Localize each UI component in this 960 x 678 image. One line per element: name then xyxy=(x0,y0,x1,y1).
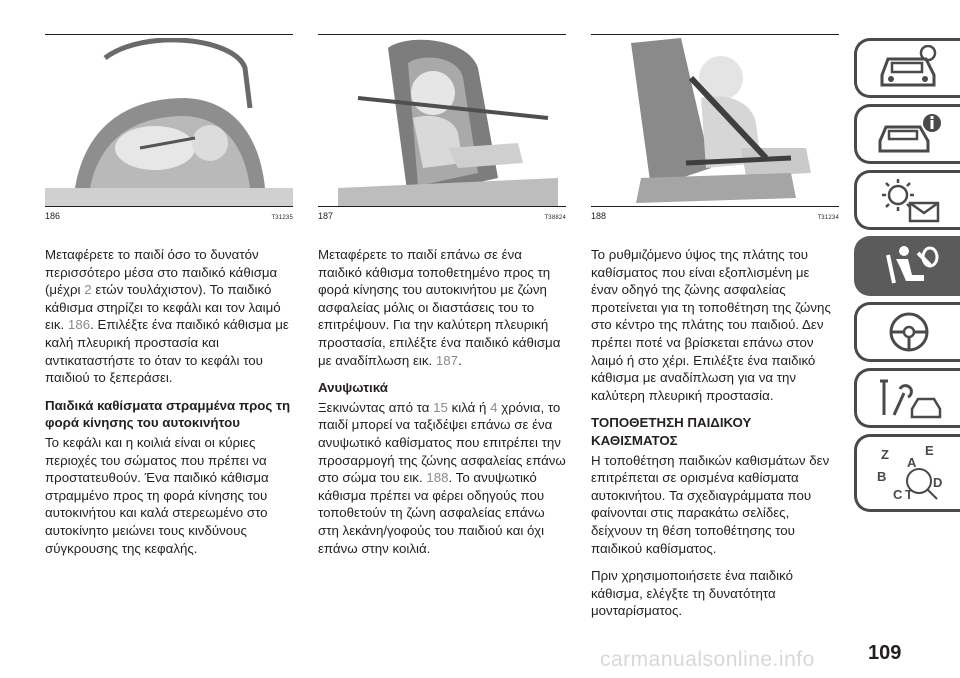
figure-reference: T31234 xyxy=(817,215,839,221)
text-run: Η τοποθέτηση παιδικών καθισμάτων δεν επιτρέπεται σε ορισμένα καθίσματα αυτοκινήτου. Τα σχεδιαγράμματα που φαίνονται στις παρακάτω σελίδες, δείχνουν τη θέση τοποθέτησης του παιδικού καθίσματος. xyxy=(591,452,830,556)
section-heading: ΤΟΠΟΘΕΤΗΣΗ ΠΑΙΔΙΚΟΥ ΚΑΘΙΣΜΑΤΟΣ xyxy=(591,415,752,448)
figure-caption xyxy=(45,210,293,224)
steering-wheel-icon xyxy=(874,309,944,355)
highlighted-reference: 187 xyxy=(435,352,459,368)
tab-maintenance[interactable] xyxy=(854,368,960,428)
caption-rule xyxy=(591,206,839,207)
text-run: . Επιλέξτε ένα παιδικό κάθισμα με καλή πλευρική προστασία και αντικαταστήστε το όταν το κεφάλι του παιδιού το ξεπεράσει. xyxy=(45,317,289,386)
text-run: . Το ανυψωτικό κάθισμα πρέπει να φέρει οδηγούς που τοποθετούν τη ζώνη ασφαλείας επάνω στη λεκάνη/γοφούς του παιδιού και όχι επάνω στην κοιλιά. xyxy=(318,470,545,556)
column-2 xyxy=(318,34,566,567)
column-text xyxy=(318,246,566,557)
figure-number: 188 xyxy=(591,211,607,221)
body-paragraph xyxy=(45,434,293,557)
text-run: χρόνια, το παιδί μπορεί να ταξιδέψει επάνω σε ένα ανυψωτικό καθίσματος που επιτρέπει την προσαρμογή της ζώνης ασφαλείας επάνω στο σώμα του εικ. xyxy=(318,399,566,486)
highlighted-reference: 188 xyxy=(426,470,449,486)
alphabetical-index-icon xyxy=(867,441,951,505)
figure-caption xyxy=(591,210,839,224)
car-front-icon xyxy=(874,45,944,91)
caption-rule xyxy=(45,206,293,207)
tools-car-icon xyxy=(874,375,944,421)
booster-seat-illustration xyxy=(591,38,839,206)
index-letter: A xyxy=(906,455,916,470)
section-heading: Παιδικά καθίσματα στραμμένα προς τη φορά κίνησης του αυτοκινήτου xyxy=(45,397,291,431)
body-paragraph xyxy=(591,452,839,558)
figure-number: 187 xyxy=(318,211,334,221)
section-heading: Ανυψωτικά xyxy=(318,380,388,396)
highlighted-reference: 2 xyxy=(84,282,92,298)
tab-driving[interactable] xyxy=(854,302,960,362)
column-text xyxy=(45,246,293,557)
tab-car-info[interactable] xyxy=(854,104,960,164)
column-top-rule xyxy=(45,34,293,35)
column-top-rule xyxy=(318,34,566,35)
text-run: Το ρυθμιζόμενο ύψος της πλάτης του καθίσματος που είναι εξοπλισμένη με έναν οδηγό της ζώνης ασφαλείας προτείνεται για τη τοποθέτηση της ζώνης στο κέντρο της πλάτης του παιδιού. Δεν πρέπει ποτέ να βρίσκεται επάνω στον λαιμό ή στο χέρι. Επιλέξτε ένα παιδικό κάθισμα με αναδίπλωση για να την καλύτερη πλευρική προστασία. xyxy=(591,247,831,403)
body-paragraph xyxy=(318,246,566,369)
index-letter: C xyxy=(892,487,902,502)
index-letter: B xyxy=(876,469,886,484)
forward-facing-seat-illustration xyxy=(318,38,566,206)
index-letter: Z xyxy=(880,447,889,462)
text-run: Το κεφάλι και η κοιλιά είναι οι κύριες περιοχές του σώματος που πρέπει να προστατευθούν. Ένα παιδικό κάθισμα στραμμένο προς τη φορά κίνησης του αυτοκινήτου και καλά στερεωμένο στο αυτοκίνητο μειώνει τους κινδύνους σύγκρουσης της κεφαλής. xyxy=(45,434,269,556)
warning-light-icon xyxy=(874,177,944,223)
figure-caption xyxy=(318,210,566,224)
highlighted-reference: 4 xyxy=(490,399,498,415)
highlighted-reference: 15 xyxy=(433,399,448,415)
column-3 xyxy=(591,34,839,630)
text-run: κιλά ή xyxy=(447,399,491,415)
figure-reference: T38824 xyxy=(544,215,566,221)
infant-carrier-illustration xyxy=(45,38,293,206)
car-info-icon xyxy=(874,111,944,157)
highlighted-reference: 186 xyxy=(67,317,91,333)
text-run: . xyxy=(458,352,462,368)
caption-rule xyxy=(318,206,566,207)
column-top-rule xyxy=(591,34,839,35)
text-run: ετών τουλάχιστον). Το παιδικό κάθισμα στηρίζει το κεφάλι και τον λαιμό εικ. xyxy=(45,282,281,333)
airbag-seat-icon xyxy=(874,243,944,289)
figure-186-illustration xyxy=(45,38,293,206)
body-paragraph xyxy=(591,567,839,620)
body-paragraph xyxy=(318,399,566,557)
index-letter: D xyxy=(932,475,942,490)
column-1 xyxy=(45,34,293,567)
section-tabs xyxy=(854,38,960,518)
text-run: Πριν χρησιμοποιήσετε ένα παιδικό κάθισμα, ελέγξτε τη δυνατότητα μονταρίσματος. xyxy=(591,568,793,619)
column-text xyxy=(591,246,839,620)
page-number: 109 xyxy=(868,642,902,664)
tab-safety[interactable] xyxy=(854,236,960,296)
index-letter: E xyxy=(924,443,934,458)
watermark: carmanualsonline.info xyxy=(600,648,815,671)
index-letter: T xyxy=(904,487,913,502)
tab-warning-lights[interactable] xyxy=(854,170,960,230)
figure-number: 186 xyxy=(45,211,61,221)
figure-187-illustration xyxy=(318,38,566,206)
text-run: Ξεκινώντας από τα xyxy=(318,399,434,415)
text-run: Μεταφέρετε το παιδί επάνω σε ένα παιδικό κάθισμα τοποθετημένο προς τη φορά κίνησης του αυτοκινήτου με ζώνη ασφαλείας μόλις οι διαστάσεις του το επιτρέψουν. Για την καλύτερη πλευρική προστασία, επιλέξτε ένα παιδικό κάθισμα με αναδίπλωση εικ. xyxy=(318,247,561,368)
tab-car-overview[interactable] xyxy=(854,38,960,98)
body-paragraph xyxy=(591,246,839,404)
text-run: Μεταφέρετε το παιδί όσο το δυνατόν περισσότερο μέσα στο παιδικό κάθισμα (μέχρι xyxy=(45,247,278,298)
figure-reference: T31235 xyxy=(271,215,293,221)
body-paragraph xyxy=(45,246,293,387)
figure-188-illustration xyxy=(591,38,839,206)
tab-index[interactable] xyxy=(854,434,960,512)
